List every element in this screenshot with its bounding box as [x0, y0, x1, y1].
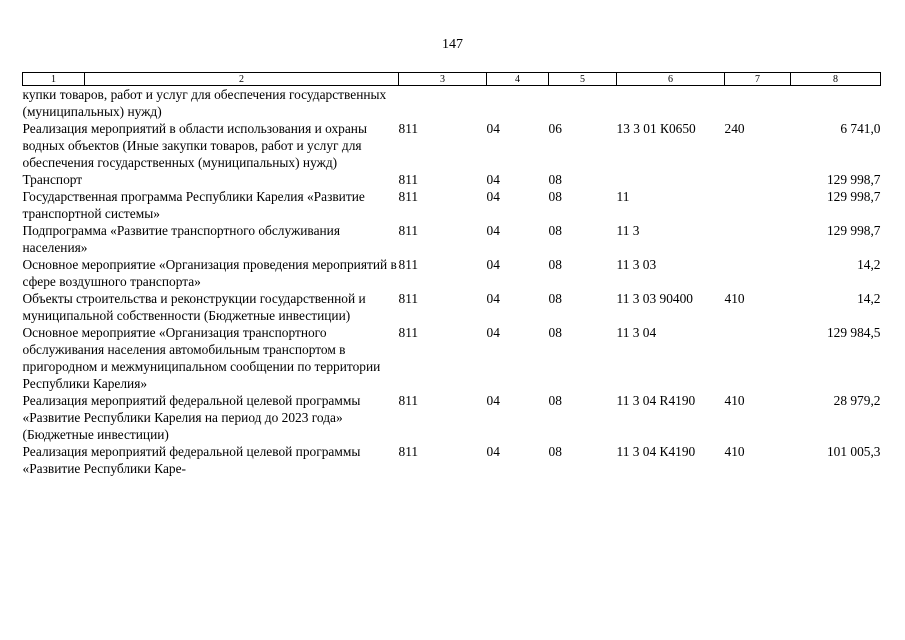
column-number-row: [23, 73, 881, 86]
section-code: 04: [486, 291, 500, 306]
expense-type-code: 410: [724, 393, 745, 408]
admin-code: 811: [398, 223, 419, 238]
table-row: [23, 188, 881, 222]
amount: 129 998,7: [826, 189, 881, 204]
target-article-code: 11 3 03 90400: [616, 291, 693, 306]
table-row: [23, 222, 881, 256]
amount: [791, 86, 881, 121]
subsection-code: 08: [548, 257, 562, 272]
expense-type-code: [725, 188, 791, 222]
section-code: 04: [486, 172, 500, 187]
admin-code: 811: [398, 172, 419, 187]
item-name: Объекты строительства и реконструкции государственной и муниципальной собственности (Бюджетные инвестиции): [22, 291, 366, 323]
item-name: Реализация мероприятий в области использования и охраны водных объектов (Иные закупки товаров, работ и услуг для обеспечения государственных (муниципальных) нужд): [22, 121, 367, 170]
target-article-code: 11 3 04 К4190: [616, 444, 696, 459]
expense-type-code: [725, 86, 791, 121]
subsection-code: 08: [548, 444, 562, 459]
expense-type-code: [725, 171, 791, 188]
item-name: Основное мероприятие «Организация проведения мероприятий в сфере воздушного транспорта»: [22, 257, 397, 289]
column-number: 1: [23, 73, 85, 86]
target-article-code: 11: [616, 189, 630, 204]
amount: 129 984,5: [826, 325, 881, 340]
column-number: 4: [487, 73, 549, 86]
table-row: [23, 324, 881, 392]
column-number: 2: [85, 73, 399, 86]
table-row: [23, 290, 881, 324]
admin-code: [399, 86, 487, 121]
admin-code: 811: [398, 189, 419, 204]
budget-table: [22, 72, 881, 477]
subsection-code: 08: [548, 189, 562, 204]
admin-code: 811: [398, 121, 419, 136]
amount: 6 741,0: [840, 121, 881, 136]
table-row: [23, 171, 881, 188]
section-code: 04: [486, 444, 500, 459]
table-row: [23, 392, 881, 443]
expense-type-code: 410: [724, 444, 745, 459]
section-code: [487, 86, 549, 121]
column-number: 5: [549, 73, 617, 86]
section-code: 04: [486, 189, 500, 204]
expense-type-code: [725, 256, 791, 290]
column-number: 7: [725, 73, 791, 86]
target-article-code: 11 3: [616, 223, 640, 238]
item-name: Основное мероприятие «Организация транспортного обслуживания населения автомобильным транспортом в пригородном и межмуниципальном сообщении по территории Республики Карелия»: [22, 325, 381, 391]
column-number: 8: [791, 73, 881, 86]
subsection-code: 08: [548, 393, 562, 408]
amount: 14,2: [857, 257, 881, 272]
section-code: 04: [486, 121, 500, 136]
expense-type-code: 240: [724, 121, 745, 136]
column-number: 6: [617, 73, 725, 86]
admin-code: 811: [398, 325, 419, 340]
section-code: 04: [486, 393, 500, 408]
table-body: [23, 86, 881, 478]
item-name: Реализация мероприятий федеральной целевой программы «Развитие Республики Каре-: [22, 444, 361, 476]
section-code: 04: [486, 223, 500, 238]
column-number: 3: [399, 73, 487, 86]
admin-code: 811: [398, 291, 419, 306]
subsection-code: 08: [548, 223, 562, 238]
amount: 28 979,2: [833, 393, 881, 408]
section-code: 04: [486, 257, 500, 272]
target-article-code: 11 3 04 R4190: [616, 393, 696, 408]
target-article-code: 11 3 04: [616, 325, 657, 340]
target-article-code: 13 3 01 К0650: [616, 121, 696, 136]
target-article-code: 11 3 03: [616, 257, 657, 272]
subsection-code: 08: [548, 172, 562, 187]
subsection-code: 06: [548, 121, 562, 136]
amount: 129 998,7: [826, 223, 881, 238]
expense-type-code: [725, 324, 791, 392]
table-row: [23, 443, 881, 477]
table-row: [23, 86, 881, 121]
admin-code: 811: [398, 257, 419, 272]
table-row: [23, 256, 881, 290]
page-number: 147: [442, 37, 463, 52]
item-name: Государственная программа Республики Карелия «Развитие транспортной системы»: [22, 189, 365, 221]
item-name: Реализация мероприятий федеральной целевой программы «Развитие Республики Карелия на период до 2023 года» (Бюджетные инвестиции): [22, 393, 361, 442]
target-article-code: [617, 171, 725, 188]
target-article-code: [617, 86, 725, 121]
item-name: Транспорт: [22, 172, 83, 187]
admin-code: 811: [398, 393, 419, 408]
subsection-code: [549, 86, 617, 121]
expense-type-code: 410: [724, 291, 745, 306]
amount: 14,2: [857, 291, 881, 306]
admin-code: 811: [398, 444, 419, 459]
amount: 129 998,7: [826, 172, 881, 187]
section-code: 04: [486, 325, 500, 340]
subsection-code: 08: [548, 325, 562, 340]
table-row: [23, 120, 881, 171]
subsection-code: 08: [548, 291, 562, 306]
item-name: купки товаров, работ и услуг для обеспечения государственных (муниципальных) нужд): [22, 87, 387, 119]
item-name: Подпрограмма «Развитие транспортного обслуживания населения»: [22, 223, 341, 255]
amount: 101 005,3: [826, 444, 881, 459]
expense-type-code: [725, 222, 791, 256]
